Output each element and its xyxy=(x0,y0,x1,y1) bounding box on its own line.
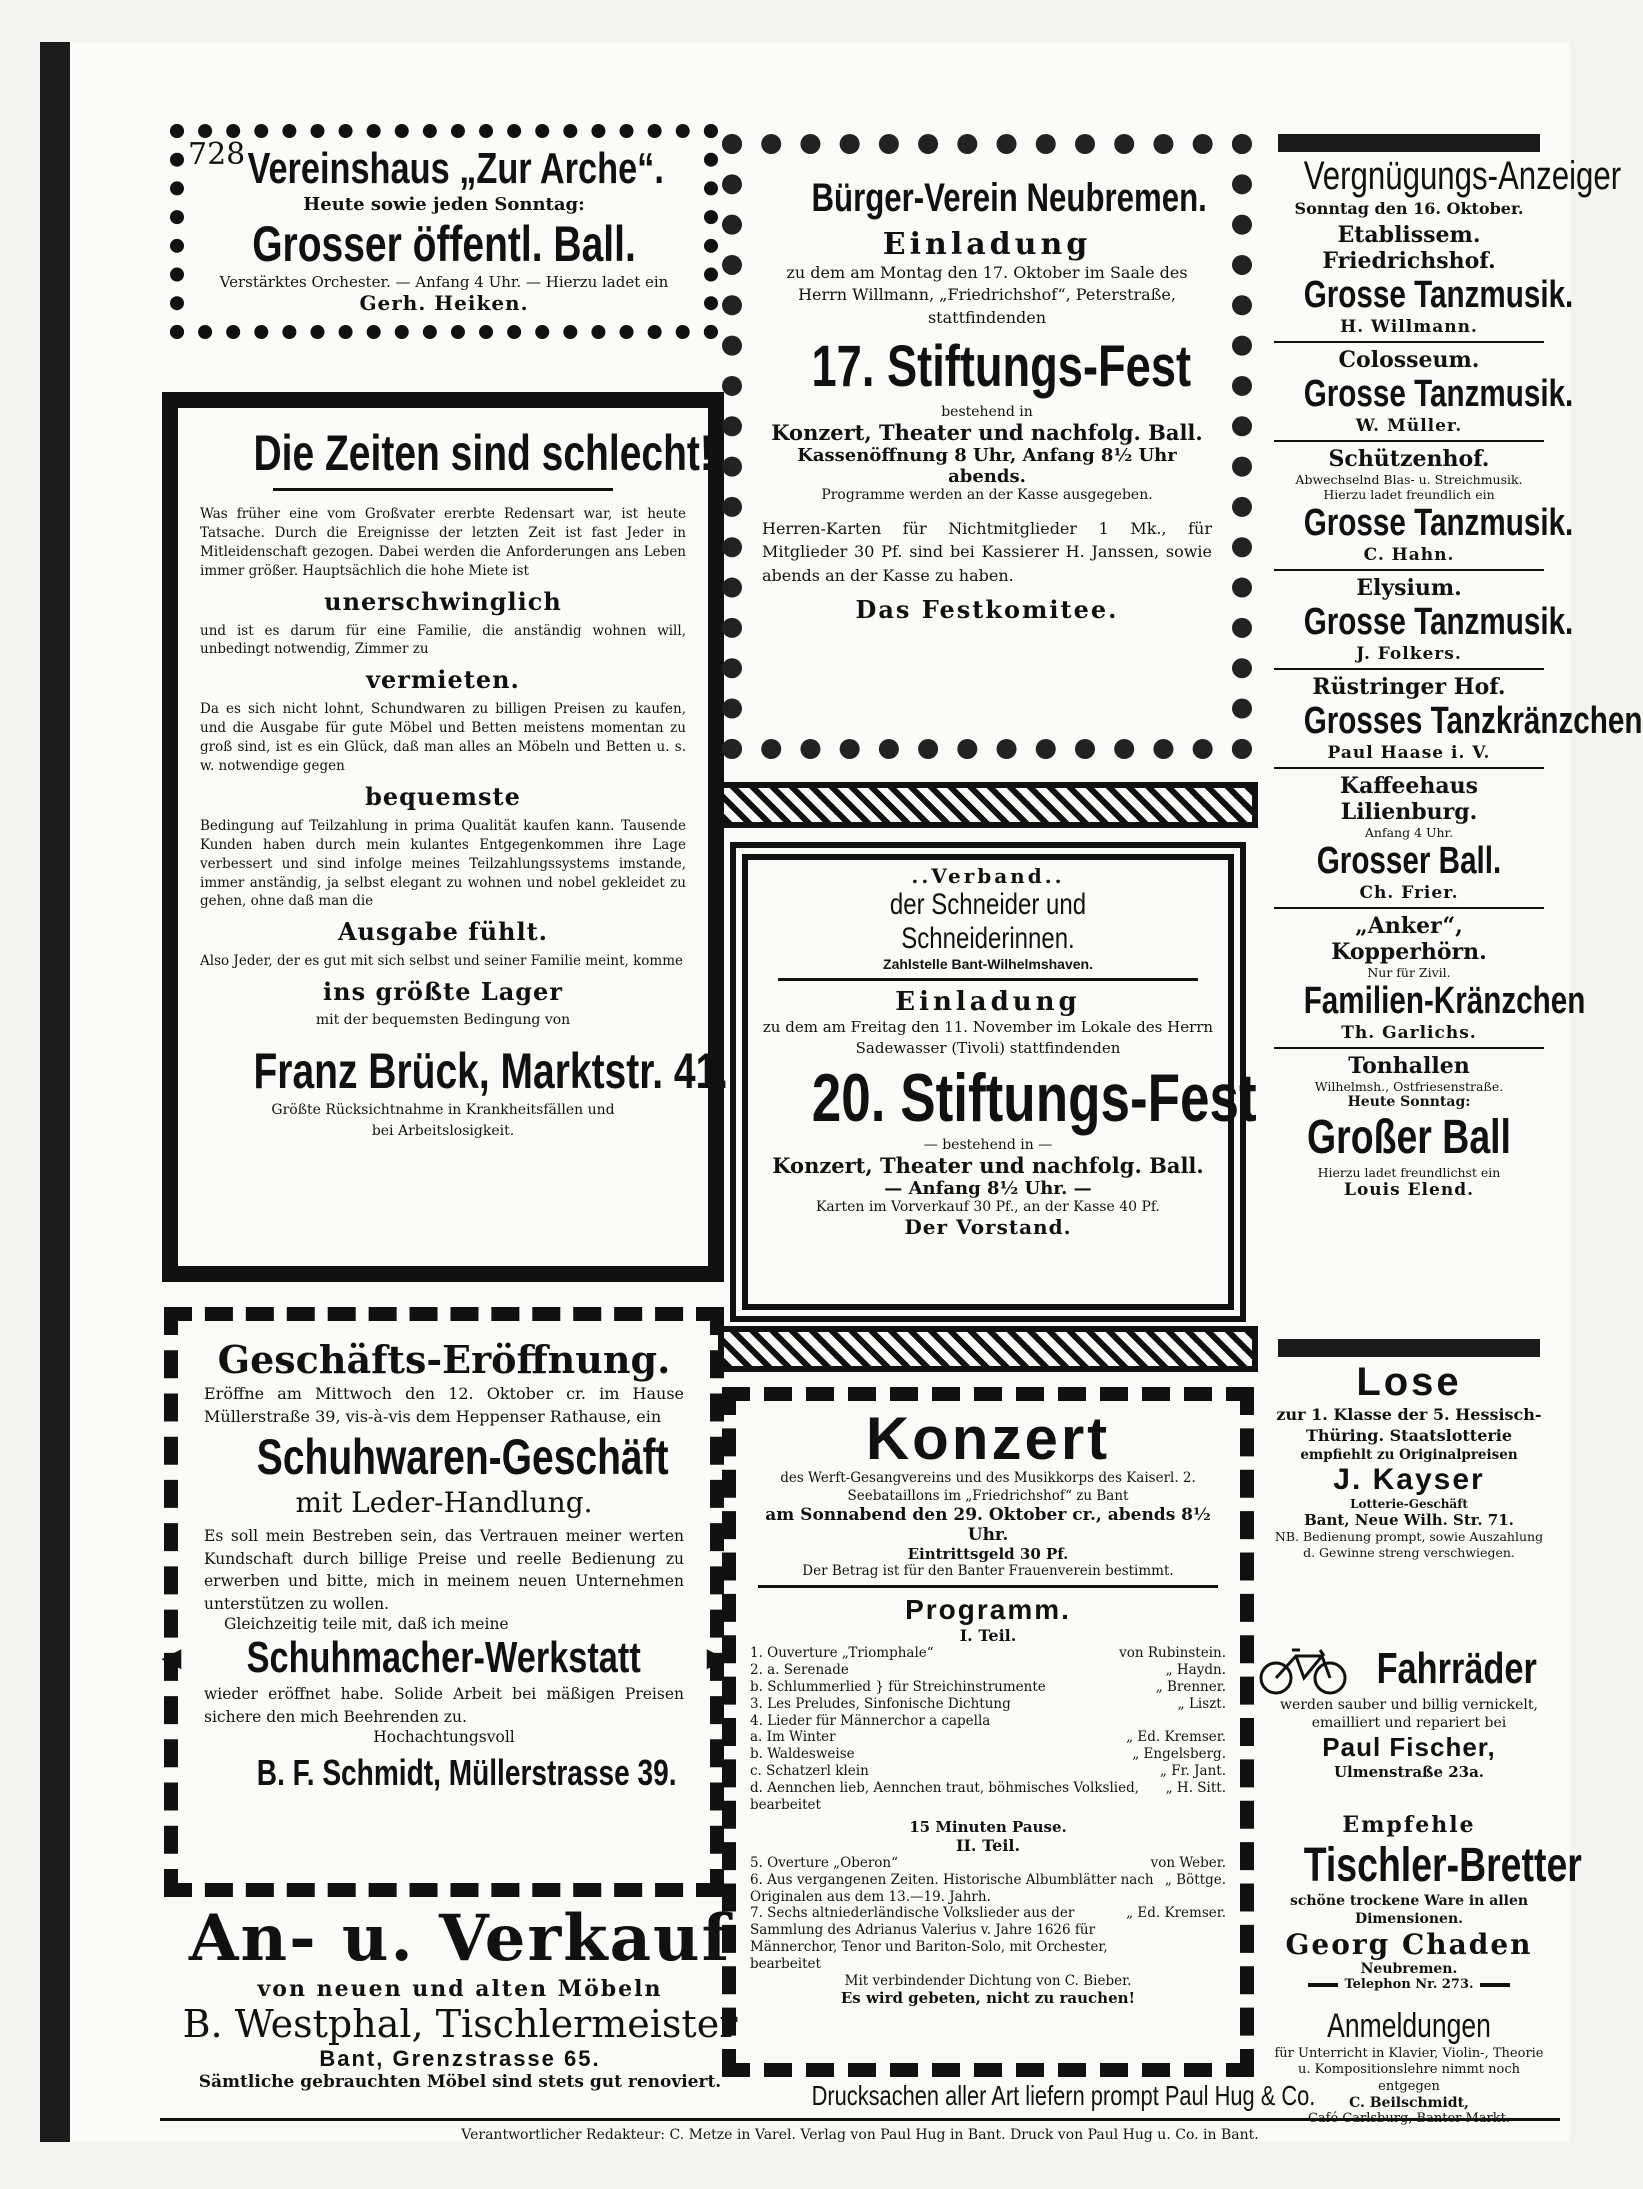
program-composer: „ Engelsberg. xyxy=(1132,1746,1226,1763)
konzert-p3: Eintrittsgeld 30 Pf. xyxy=(907,1545,1069,1564)
program-item xyxy=(750,1855,1226,1872)
column-rule-mid xyxy=(1278,1339,1540,1357)
entry-host: Paul Haase i. V. xyxy=(1327,743,1491,763)
buerger-p1: zu dem am Montag den 17. Oktober im Saale des Herrn Willmann, „Friedrichshof“, Peterstraße, stattfindenden xyxy=(786,263,1188,327)
arche-host: Gerh. Heiken. xyxy=(359,291,529,315)
arche-line2: Verstärktes Orchester. — Anfang 4 Uhr. — Hierzu ladet ein xyxy=(219,273,669,291)
vergnuegung-entry xyxy=(1274,668,1643,767)
schneider-l3: Zahlstelle Bant-Wilhelmshaven. xyxy=(883,956,1093,972)
zeiten-p7: Größte Rücksichtnahme in Krankheitsfällen und bei Arbeitslosigkeit. xyxy=(271,1102,615,1140)
program-part1 xyxy=(750,1645,1226,1814)
program-composer: „ Fr. Jant. xyxy=(1159,1763,1226,1780)
schneider-l2: der Schneider und Schneiderinnen. xyxy=(889,888,1087,955)
entry-event: Grosser Ball. xyxy=(1316,840,1502,882)
entry-host: Ch. Frier. xyxy=(1359,883,1459,903)
fahrraeder-title: Fahrräder xyxy=(1376,1644,1538,1693)
rule-left xyxy=(1308,1983,1338,1987)
program-composer: „ Haydn. xyxy=(1165,1661,1226,1678)
schneider-sign: Der Vorstand. xyxy=(904,1215,1072,1239)
entry-note: Abwechselnd Blas- u. Streichmusik. Hierzu ladet freundlich ein xyxy=(1295,472,1523,502)
program-piece: 4. Lieder für Männerchor a capella xyxy=(750,1712,991,1729)
buerger-p6: Herren-Karten für Nichtmitglieder 1 Mk., für Mitglieder 30 Pf. sind bei Kassierer H. Janssen, sowie abends an der Kasse zu haben. xyxy=(762,519,1212,585)
vergnuegung-entry xyxy=(1274,569,1574,668)
konzert-part2: II. Teil. xyxy=(955,1835,1021,1855)
konzert-pause: 15 Minuten Pause. xyxy=(909,1817,1067,1836)
entry-event: Grosse Tanzmusik. xyxy=(1303,601,1574,643)
entry-note2: Heute Sonntag: xyxy=(1347,1094,1471,1110)
verkauf-l2: Sämtliche gebrauchten Möbel sind stets gut renoviert. xyxy=(198,2072,722,2092)
vergnuegung-title: Vergnügungs-Anzeiger xyxy=(1303,154,1622,198)
drucksachen-text: Drucksachen aller Art liefern prompt Paul Hug & Co. xyxy=(811,2080,1316,2111)
ad-tischler xyxy=(1270,1812,1582,2007)
ad-eroeffnung xyxy=(161,1307,727,1897)
page-number: 728 xyxy=(188,137,246,172)
program-item xyxy=(750,1645,1226,1662)
program-item xyxy=(750,1679,1226,1696)
program-piece: c. Schatzerl klein xyxy=(750,1763,869,1780)
eroeffnung-p4: wieder eröffnet habe. Solide Arbeit bei mäßigen Preisen sichere den mich Beehrenden zu. xyxy=(204,1685,684,1726)
eroeffnung-headline2: Schuhmacher-Werkstatt xyxy=(246,1633,642,1683)
zeiten-p5: Also Jeder, der es gut mit sich selbst und seiner Familie meint, komme xyxy=(200,953,684,970)
vergnuegung-entry xyxy=(1274,218,1574,341)
ad-anmeldungen xyxy=(1270,2007,1548,2126)
program-piece: 6. Aus vergangenen Zeiten. Historische Albumblätter nach Originalen aus dem 13.—19. Jahrh. xyxy=(750,1871,1154,1905)
program-piece: 7. Sechs altniederländische Volkslieder aus der Sammlung des Adrianus Valerius v. Jahre 1626 für Männerchor, Tenor und Bariton-Solo, mit Orchester, bearbeitet xyxy=(750,1905,1108,1973)
zeiten-p1: Was früher eine vom Großvater ererbte Redensart war, ist heute Tatsache. Durch die Ereignisse der letzten Zeit ist fast Jeder in Mitleidenschaft gezogen. Dabei werden die Anforderungen ans Leben immer größer. Hauptsächlich die hohe Miete ist xyxy=(200,506,686,579)
entry-venue: Schützenhof. xyxy=(1328,446,1490,472)
vergnuegung-column xyxy=(1270,154,1643,1354)
entry-venue: Elysium. xyxy=(1356,575,1462,601)
eroeffnung-p5: Hochachtungsvoll xyxy=(373,1728,515,1747)
entry-host: H. Willmann. xyxy=(1340,317,1478,337)
konzert-p5: Mit verbindender Dichtung von C. Bieber. xyxy=(844,1972,1132,1989)
lose-name: J. Kayser xyxy=(1333,1462,1485,1496)
zeiten-w2: vermieten. xyxy=(366,665,520,695)
ad-fahrraeder xyxy=(1270,1642,1548,1812)
program-item xyxy=(750,1763,1226,1780)
tischler-l1: Empfehle xyxy=(1342,1812,1476,1838)
ad-verkauf xyxy=(166,1897,754,2112)
verkauf-addr: Bant, Grenzstrasse 65. xyxy=(319,2046,601,2071)
entry-note: Wilhelmsh., Ostfriesenstraße. xyxy=(1314,1079,1504,1094)
program-piece: a. Im Winter xyxy=(750,1729,836,1746)
column-rule-top xyxy=(1278,134,1540,152)
eroeffnung-p2: Es soll mein Bestreben sein, das Vertrauen meiner werten Kundschaft durch billige Preise und reelle Bedienung zu erwerben und bitte, mich in meinem neuen Unternehmen unterstützen zu wollen. xyxy=(204,1527,684,1613)
fahrraeder-p1: werden sauber und billig vernickelt, emailliert und repariert bei xyxy=(1280,1697,1538,1732)
konzert-p4: Der Betrag ist für den Banter Frauenverein bestimmt. xyxy=(802,1563,1174,1580)
tischler-p1: schöne trockene Ware in allen Dimensionen. xyxy=(1289,1893,1529,1927)
program-item xyxy=(750,1746,1226,1763)
ad-lose xyxy=(1270,1360,1548,1625)
drucksachen-line xyxy=(750,2080,1316,2116)
entry-event: Großer Ball xyxy=(1307,1111,1511,1164)
konzert-prog-title: Programm. xyxy=(905,1594,1071,1626)
ad-schneider xyxy=(730,842,1257,1322)
eroeffnung-p1: Eröffne am Mittwoch den 12. Oktober cr. im Hause Müllerstraße 39, vis-à-vis dem Heppenser Rathause, ein xyxy=(204,1384,684,1427)
lose-p2: empfiehlt zu Originalpreisen xyxy=(1300,1446,1518,1463)
konzert-p6: Es wird gebeten, nicht zu rauchen! xyxy=(840,1988,1136,2007)
program-composer: „ H. Sitt. xyxy=(1165,1780,1226,1797)
konzert-p2: am Sonnabend den 29. Oktober cr., abends 8½ Uhr. xyxy=(765,1505,1211,1546)
vergnuegung-entry xyxy=(1274,440,1574,569)
program-piece: d. Aennchen lieb, Aennchen traut, böhmisches Volkslied, bearbeitet xyxy=(750,1780,1140,1813)
lose-p5: NB. Bedienung prompt, sowie Auszahlung d. Gewinne streng verschwiegen. xyxy=(1274,1528,1544,1560)
entry-venue: Colosseum. xyxy=(1338,347,1480,373)
konzert-title: Konzert xyxy=(865,1405,1111,1472)
fahrraeder-name: Paul Fischer, xyxy=(1322,1732,1496,1763)
rule-right xyxy=(1480,1983,1510,1987)
eroeffnung-title: Geschäfts-Eröffnung. xyxy=(217,1337,671,1382)
program-composer: „ Böttge. xyxy=(1164,1871,1226,1888)
program-piece: 2. a. Serenade xyxy=(750,1661,849,1678)
zeiten-p6: mit der bequemsten Bedingung von xyxy=(315,1012,571,1029)
tischler-title: Tischler-Bretter xyxy=(1303,1839,1582,1892)
lose-p3: Lotterie-Geschäft xyxy=(1350,1496,1468,1511)
ad-zeiten xyxy=(162,392,729,1282)
entry-host: W. Müller. xyxy=(1355,416,1463,436)
zeiten-w3: bequemste xyxy=(365,781,521,811)
eroeffnung-headline: Schuhwaren-Geschäft xyxy=(256,1429,669,1486)
program-composer: „ Ed. Kremser. xyxy=(1126,1729,1226,1746)
entry-host: Th. Garlichs. xyxy=(1341,1023,1477,1043)
entry-note: Anfang 4 Uhr. xyxy=(1364,825,1454,840)
ad-buerger xyxy=(722,134,1252,759)
ornament-frieze-top xyxy=(718,782,1258,828)
buerger-p4: Kassenöffnung 8 Uhr, Anfang 8½ Uhr abends. xyxy=(797,445,1177,488)
schneider-l1: ..Verband.. xyxy=(911,864,1065,888)
lose-p4: Bant, Neue Wilh. Str. 71. xyxy=(1304,1510,1514,1529)
zeiten-p3: Da es sich nicht lohnt, Schundwaren zu billigen Preisen zu kaufen, und die Ausgabe für gute Möbel und Betten meistens momentan zu groß sind, ist es ein Glück, daß man alles an Möbeln und Betten u. s. w. notwendige gegen xyxy=(200,701,686,775)
ad-arche xyxy=(170,124,718,339)
program-piece: b. Schlummerlied } für Streichinstrumente xyxy=(750,1678,1046,1695)
zeiten-w1: unerschwinglich xyxy=(324,586,562,616)
boot-icon-right: ▶ xyxy=(706,1643,727,1674)
arche-headline: Grosser öffentl. Ball. xyxy=(252,216,636,272)
program-piece: 1. Ouverture „Triomphale“ xyxy=(750,1645,934,1662)
entry-venue: Kaffeehaus Lilienburg. xyxy=(1339,773,1479,825)
schneider-p1: zu dem am Freitag den 11. November im Lokale des Herrn Sadewasser (Tivoli) stattfindenden xyxy=(762,1018,1214,1057)
ornament-frieze-bottom xyxy=(718,1326,1258,1372)
schneider-p4: — Anfang 8½ Uhr. — xyxy=(884,1178,1092,1199)
anmeldungen-name: C. Beilschmidt, xyxy=(1349,2094,1469,2111)
eroeffnung-sub: mit Leder-Handlung. xyxy=(295,1486,593,1520)
imprint-footer xyxy=(160,2124,1560,2150)
vergnuegung-date: Sonntag den 16. Oktober. xyxy=(1294,199,1524,218)
anmeldungen-p1: für Unterricht in Klavier, Violin-, Theorie u. Kompositionslehre nimmt noch entgegen xyxy=(1274,2046,1544,2094)
entry-event: Grosse Tanzmusik. xyxy=(1303,373,1574,415)
vergnuegung-entry xyxy=(1274,767,1544,907)
buerger-headline: 17. Stiftungs-Fest xyxy=(811,334,1192,400)
entry-event: Grosses Tanzkränzchen xyxy=(1303,700,1643,742)
program-item xyxy=(750,1780,1226,1814)
entry-venue: Tonhallen xyxy=(1348,1053,1470,1079)
buerger-p5: Programme werden an der Kasse ausgegeben. xyxy=(821,487,1153,504)
boot-icon-left: ◀ xyxy=(161,1643,182,1674)
zeiten-p2: und ist es darum für eine Familie, die anständig wohnen will, unbedingt notwendig, Zimmer zu xyxy=(200,622,686,658)
eroeffnung-sign: B. F. Schmidt, Müllerstrasse 39. xyxy=(256,1752,677,1794)
bicycle-icon xyxy=(1258,1642,1348,1696)
schneider-invite: Einladung xyxy=(895,987,1081,1017)
program-item xyxy=(750,1905,1226,1973)
program-piece: 3. Les Preludes, Sinfonische Dichtung xyxy=(750,1695,1011,1712)
lose-title: Lose xyxy=(1356,1360,1462,1404)
schneider-p2: — bestehend in — xyxy=(923,1137,1053,1153)
anmeldungen-title: Anmeldungen xyxy=(1327,2007,1491,2045)
anmeldungen-p2: Café Carlsburg, Banter Markt. xyxy=(1307,2110,1511,2126)
tischler-l2: Neubremen. xyxy=(1360,1961,1458,1977)
entry-event: Grosse Tanzmusik. xyxy=(1303,502,1574,544)
zeiten-w5: ins größte Lager xyxy=(323,977,563,1007)
konzert-part1: I. Teil. xyxy=(959,1626,1017,1646)
entry-host: Louis Elend. xyxy=(1344,1180,1474,1200)
vergnuegung-entry xyxy=(1274,907,1586,1047)
verkauf-l1: von neuen und alten Möbeln xyxy=(257,1976,663,2002)
buerger-sign: Das Festkomitee. xyxy=(855,594,1119,624)
program-item xyxy=(750,1713,1226,1730)
arche-line1: Heute sowie jeden Sonntag: xyxy=(303,194,585,215)
program-composer: „ Liszt. xyxy=(1177,1695,1226,1712)
schneider-headline: 20. Stiftungs-Fest xyxy=(811,1060,1257,1136)
program-item xyxy=(750,1729,1226,1746)
vergnuegung-entry xyxy=(1274,341,1574,440)
zeiten-p4: Bedingung auf Teilzahlung in prima Qualität kaufen kann. Tausende Kunden haben durch mein kulantes Entgegenkommen ihre Lage verbessert und sind infolge meines Teilzahlungssystems imstande, immer anständig, ja selbst elegant zu wohnen und nobel gekleidet zu gehen, ohne daß man die xyxy=(200,817,686,910)
zeiten-title: Die Zeiten sind schlecht!! xyxy=(253,425,726,481)
schneider-p5: Karten im Vorverkauf 30 Pf., an der Kasse 40 Pf. xyxy=(815,1199,1161,1215)
program-piece: 5. Overture „Oberon“ xyxy=(750,1854,899,1871)
entry-event: Familien-Kränzchen xyxy=(1303,980,1586,1022)
entry-venue: Etablissem. Friedrichshof. xyxy=(1322,222,1496,274)
buerger-p2: bestehend in xyxy=(941,404,1033,421)
fahrraeder-addr: Ulmenstraße 23a. xyxy=(1333,1763,1485,1782)
program-item xyxy=(750,1696,1226,1713)
zeiten-name: Franz Brück, Marktstr. 41. xyxy=(253,1043,729,1100)
imprint-text: Verantwortlicher Redakteur: C. Metze in Varel. Verlag von Paul Hug in Bant. Druck von Paul Hug u. Co. in Bant. xyxy=(461,2127,1259,2143)
program-composer: von Rubinstein. xyxy=(1119,1645,1226,1662)
entry-note: Nur für Zivil. xyxy=(1367,965,1451,980)
tischler-tel: Telephon Nr. 273. xyxy=(1344,1977,1474,1992)
program-composer xyxy=(1218,1713,1226,1730)
konzert-p1: des Werft-Gesangvereins und des Musikkorps des Kaiserl. 2. Seebataillons im „Friedrichshof“ zu Bant xyxy=(780,1470,1196,1504)
program-composer: „ Brenner. xyxy=(1155,1678,1226,1695)
ad-konzert xyxy=(722,1387,1254,2077)
vergnuegung-entry xyxy=(1274,1047,1544,1204)
buerger-invite: Einladung xyxy=(882,227,1092,262)
schneider-p3: Konzert, Theater und nachfolg. Ball. xyxy=(772,1153,1204,1178)
program-piece: b. Waldesweise xyxy=(750,1746,855,1763)
verkauf-title: An- u. Verkauf xyxy=(188,1901,732,1976)
program-item xyxy=(750,1872,1226,1906)
buerger-title: Bürger-Verein Neubremen. xyxy=(811,176,1207,220)
entry-venue: „Anker“, Kopperhörn. xyxy=(1331,913,1487,965)
entry-host: J. Folkers. xyxy=(1356,644,1462,664)
program-item xyxy=(750,1662,1226,1679)
program-composer: „ Ed. Kremser. xyxy=(1126,1905,1226,1922)
entry-host: C. Hahn. xyxy=(1363,545,1455,565)
tischler-name: Georg Chaden xyxy=(1285,1928,1533,1961)
buerger-p3: Konzert, Theater und nachfolg. Ball. xyxy=(771,420,1203,446)
verkauf-name: B. Westphal, Tischlermeister xyxy=(182,2002,738,2046)
entry-venue: Rüstringer Hof. xyxy=(1312,674,1506,700)
zeiten-w4: Ausgabe fühlt. xyxy=(337,917,549,947)
program-composer: von Weber. xyxy=(1150,1854,1226,1871)
eroeffnung-p3: Gleichzeitig teile mit, daß ich meine xyxy=(224,1615,509,1634)
entry-note3: Hierzu ladet freundlichst ein xyxy=(1317,1165,1501,1180)
entry-event: Grosse Tanzmusik. xyxy=(1303,274,1574,316)
newspaper-page xyxy=(40,42,1643,2143)
arche-title: Vereinshaus „Zur Arche“. xyxy=(247,144,664,193)
lose-p1: zur 1. Klasse der 5. Hessisch-Thüring. Staatslotterie xyxy=(1276,1405,1542,1445)
program-part2 xyxy=(750,1855,1226,1973)
